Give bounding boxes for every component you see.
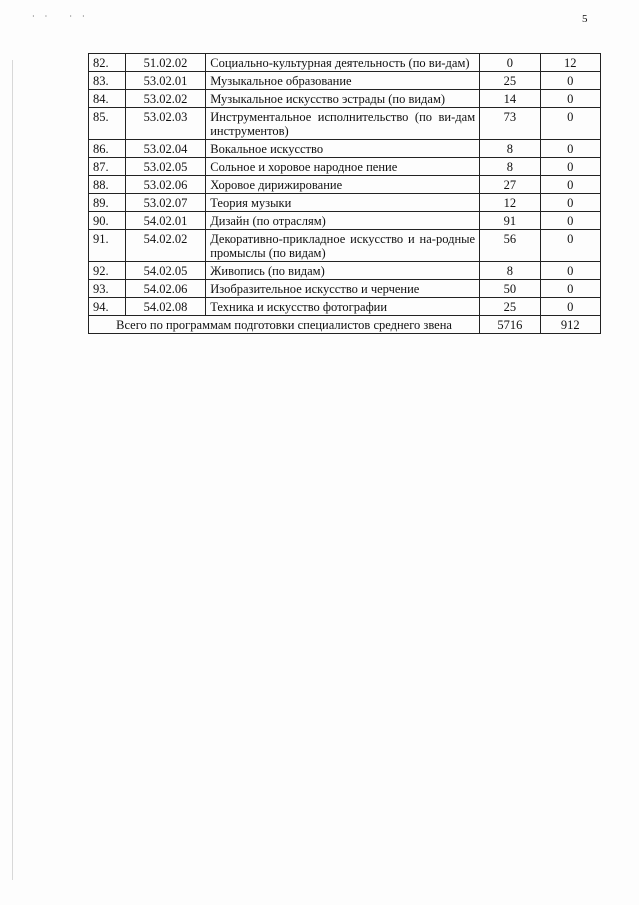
value-a-cell: 12 bbox=[480, 194, 540, 212]
value-b-cell: 0 bbox=[540, 230, 600, 262]
value-b-cell: 12 bbox=[540, 54, 600, 72]
value-a-cell: 14 bbox=[480, 90, 540, 108]
specialty-code-cell: 54.02.02 bbox=[125, 230, 205, 262]
row-number-cell: 89. bbox=[89, 194, 126, 212]
row-number-cell: 84. bbox=[89, 90, 126, 108]
value-b-cell: 0 bbox=[540, 262, 600, 280]
value-b-cell: 0 bbox=[540, 194, 600, 212]
row-number-cell: 83. bbox=[89, 72, 126, 90]
value-b-cell: 0 bbox=[540, 212, 600, 230]
value-a-cell: 50 bbox=[480, 280, 540, 298]
table-row bbox=[89, 230, 601, 262]
page-number: 5 bbox=[582, 13, 588, 25]
table-row bbox=[89, 212, 601, 230]
table-row bbox=[89, 108, 601, 140]
total-row bbox=[89, 316, 601, 334]
specialty-code-cell: 53.02.02 bbox=[125, 90, 205, 108]
table-row bbox=[89, 280, 601, 298]
specialty-code-cell: 54.02.08 bbox=[125, 298, 205, 316]
specialty-code-cell: 53.02.05 bbox=[125, 158, 205, 176]
table-row bbox=[89, 72, 601, 90]
value-a-cell: 8 bbox=[480, 158, 540, 176]
specialty-code-cell: 53.02.04 bbox=[125, 140, 205, 158]
specialties-table bbox=[88, 53, 601, 334]
specialty-name-cell: Изобразительное искусство и черчение bbox=[206, 280, 480, 298]
specialty-code-cell: 54.02.01 bbox=[125, 212, 205, 230]
specialty-name-cell: Живопись (по видам) bbox=[206, 262, 480, 280]
row-number-cell: 90. bbox=[89, 212, 126, 230]
specialty-name-cell: Техника и искусство фотографии bbox=[206, 298, 480, 316]
table-row bbox=[89, 262, 601, 280]
specialty-code-cell: 53.02.07 bbox=[125, 194, 205, 212]
specialty-name-cell: Дизайн (по отраслям) bbox=[206, 212, 480, 230]
specialty-name-cell: Музыкальное искусство эстрады (по видам) bbox=[206, 90, 480, 108]
value-a-cell: 56 bbox=[480, 230, 540, 262]
table-body bbox=[89, 54, 601, 334]
row-number-cell: 91. bbox=[89, 230, 126, 262]
value-b-cell: 0 bbox=[540, 72, 600, 90]
value-b-cell: 0 bbox=[540, 158, 600, 176]
table-row bbox=[89, 194, 601, 212]
value-b-cell: 0 bbox=[540, 108, 600, 140]
value-a-cell: 25 bbox=[480, 298, 540, 316]
row-number-cell: 86. bbox=[89, 140, 126, 158]
table-row bbox=[89, 158, 601, 176]
value-a-cell: 91 bbox=[480, 212, 540, 230]
specialty-code-cell: 53.02.03 bbox=[125, 108, 205, 140]
row-number-cell: 93. bbox=[89, 280, 126, 298]
total-value-b-cell: 912 bbox=[540, 316, 600, 334]
value-a-cell: 25 bbox=[480, 72, 540, 90]
specialty-name-cell: Вокальное искусство bbox=[206, 140, 480, 158]
row-number-cell: 92. bbox=[89, 262, 126, 280]
specialty-code-cell: 51.02.02 bbox=[125, 54, 205, 72]
total-label-cell: Всего по программам подготовки специалистов среднего звена bbox=[89, 316, 480, 334]
value-b-cell: 0 bbox=[540, 90, 600, 108]
specialty-name-cell: Хоровое дирижирование bbox=[206, 176, 480, 194]
row-number-cell: 82. bbox=[89, 54, 126, 72]
specialty-code-cell: 54.02.05 bbox=[125, 262, 205, 280]
value-a-cell: 73 bbox=[480, 108, 540, 140]
specialty-name-cell: Сольное и хоровое народное пение bbox=[206, 158, 480, 176]
specialty-name-cell: Инструментальное исполнительство (по ви-дам инструментов) bbox=[206, 108, 480, 140]
value-a-cell: 0 bbox=[480, 54, 540, 72]
value-a-cell: 8 bbox=[480, 262, 540, 280]
scan-specks: ·· ·· bbox=[32, 12, 95, 21]
value-b-cell: 0 bbox=[540, 280, 600, 298]
specialty-name-cell: Декоративно-прикладное искусство и на-родные промыслы (по видам) bbox=[206, 230, 480, 262]
specialty-name-cell: Теория музыки bbox=[206, 194, 480, 212]
table-row bbox=[89, 140, 601, 158]
total-value-a-cell: 5716 bbox=[480, 316, 540, 334]
table-row bbox=[89, 90, 601, 108]
specialty-code-cell: 53.02.06 bbox=[125, 176, 205, 194]
page-edge-line bbox=[12, 60, 13, 880]
row-number-cell: 85. bbox=[89, 108, 126, 140]
value-a-cell: 27 bbox=[480, 176, 540, 194]
specialty-code-cell: 54.02.06 bbox=[125, 280, 205, 298]
table-row bbox=[89, 54, 601, 72]
table-row bbox=[89, 298, 601, 316]
value-b-cell: 0 bbox=[540, 176, 600, 194]
row-number-cell: 94. bbox=[89, 298, 126, 316]
specialty-code-cell: 53.02.01 bbox=[125, 72, 205, 90]
value-a-cell: 8 bbox=[480, 140, 540, 158]
row-number-cell: 87. bbox=[89, 158, 126, 176]
table-row bbox=[89, 176, 601, 194]
value-b-cell: 0 bbox=[540, 140, 600, 158]
row-number-cell: 88. bbox=[89, 176, 126, 194]
specialty-name-cell: Музыкальное образование bbox=[206, 72, 480, 90]
specialty-name-cell: Социально-культурная деятельность (по ви-дам) bbox=[206, 54, 480, 72]
value-b-cell: 0 bbox=[540, 298, 600, 316]
